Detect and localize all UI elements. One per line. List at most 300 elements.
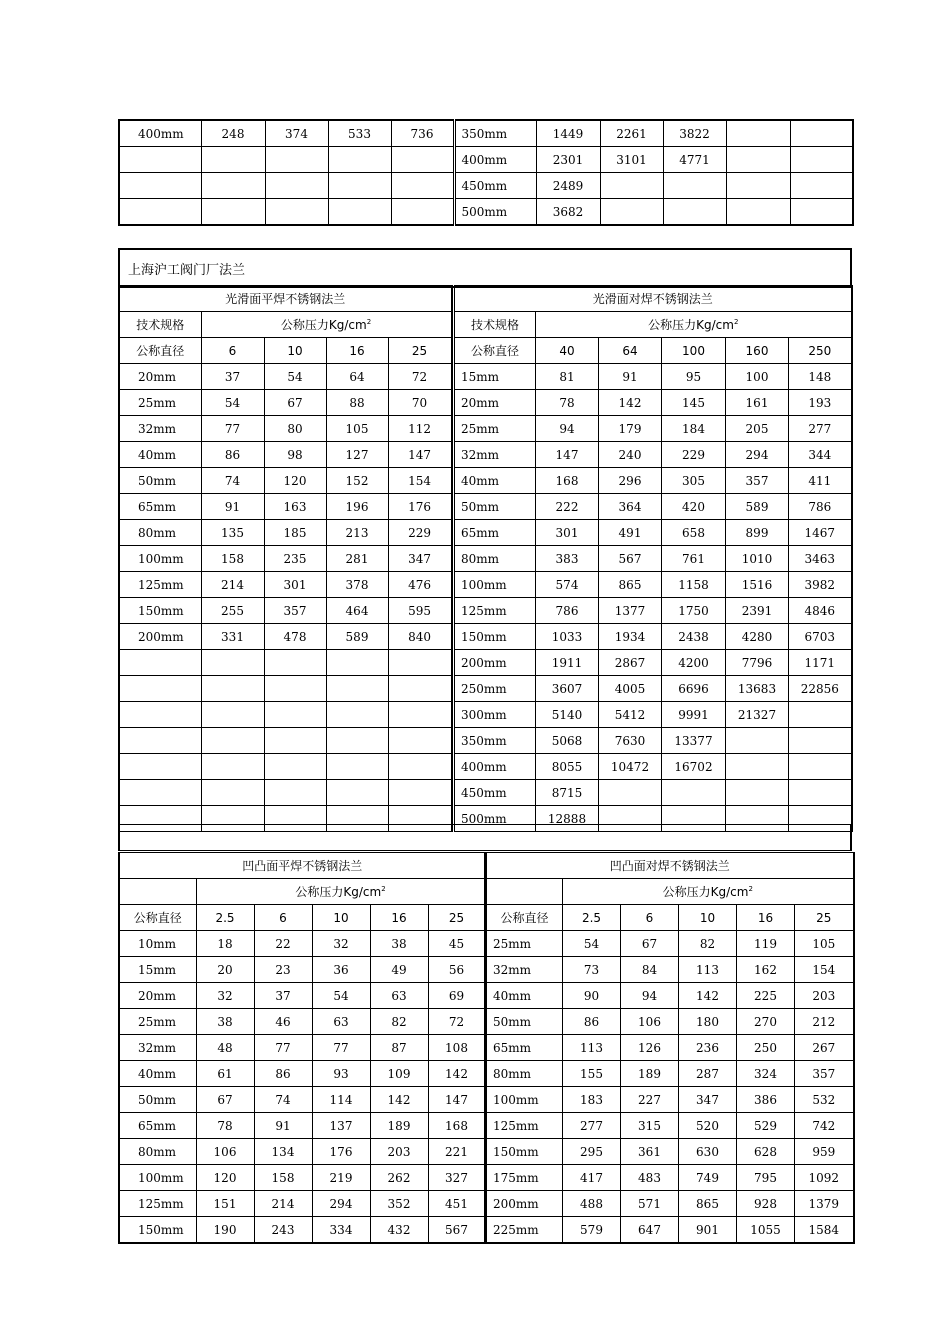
- table-row: [119, 120, 853, 147]
- empty-cell: [328, 147, 391, 173]
- diameter-cell: 125mm: [486, 1113, 563, 1139]
- weight-cell: 1092: [795, 1165, 854, 1191]
- weight-cell: 213: [326, 520, 388, 546]
- weight-cell: 491: [599, 520, 662, 546]
- weight-cell: 158: [254, 1165, 312, 1191]
- empty-cell: [328, 173, 391, 199]
- column-header: 16: [370, 905, 428, 931]
- weight-cell: 476: [388, 572, 451, 598]
- weight-cell: [790, 147, 853, 173]
- weight-cell: [789, 702, 852, 728]
- weight-cell: 899: [726, 520, 789, 546]
- weight-cell: 865: [599, 572, 662, 598]
- weight-cell: 432: [370, 1217, 428, 1244]
- table-row: [454, 728, 852, 754]
- weight-cell: 84: [621, 957, 679, 983]
- weight-cell: 5140: [536, 702, 599, 728]
- weight-cell: 112: [388, 416, 451, 442]
- empty-cell: [264, 728, 326, 754]
- weight-cell: 142: [370, 1087, 428, 1113]
- weight-cell: 347: [679, 1087, 737, 1113]
- weight-cell: 168: [536, 468, 599, 494]
- weight-cell: 77: [201, 416, 264, 442]
- diameter-cell: 100mm: [486, 1087, 563, 1113]
- diameter-cell: 300mm: [454, 702, 536, 728]
- empty-cell: [391, 147, 454, 173]
- table-row: [454, 494, 852, 520]
- weight-cell: [599, 780, 662, 806]
- column-header: 6: [201, 338, 264, 364]
- table-row: [454, 520, 852, 546]
- weight-cell: 148: [789, 364, 852, 390]
- table-row: [486, 983, 854, 1009]
- table-row: [119, 1009, 485, 1035]
- column-header: 25: [388, 338, 451, 364]
- table-row: [119, 931, 485, 957]
- smooth-slip-on-table: [118, 285, 452, 832]
- table-row: [119, 173, 853, 199]
- weight-cell: 72: [428, 1009, 485, 1035]
- weight-cell: 4005: [599, 676, 662, 702]
- diameter-cell: 20mm: [119, 983, 196, 1009]
- weight-cell: 579: [563, 1217, 621, 1244]
- weight-cell: [663, 173, 726, 199]
- empty-cell: [326, 780, 388, 806]
- table-row: [119, 390, 451, 416]
- empty-cell: [264, 650, 326, 676]
- table-row: [454, 754, 852, 780]
- weight-cell: 4280: [726, 624, 789, 650]
- diameter-cell: 150mm: [119, 1217, 196, 1244]
- weight-cell: [726, 120, 790, 147]
- weight-cell: 176: [388, 494, 451, 520]
- diameter-cell: 200mm: [119, 624, 201, 650]
- table-row: [486, 931, 854, 957]
- weight-cell: 22856: [789, 676, 852, 702]
- weight-cell: 91: [201, 494, 264, 520]
- weight-cell: 38: [196, 1009, 254, 1035]
- diameter-cell: 400mm: [454, 147, 536, 173]
- diameter-cell: 80mm: [119, 1139, 196, 1165]
- weight-cell: 6696: [662, 676, 726, 702]
- table-row: [486, 1035, 854, 1061]
- weight-cell: 20: [196, 957, 254, 983]
- weight-cell: 571: [621, 1191, 679, 1217]
- pressure-label: 公称压力$Kg/cm^2$: [536, 312, 852, 338]
- table-row: [454, 390, 852, 416]
- weight-cell: 114: [312, 1087, 370, 1113]
- diameter-cell: 32mm: [119, 1035, 196, 1061]
- weight-cell: 243: [254, 1217, 312, 1244]
- weight-cell: 281: [326, 546, 388, 572]
- diameter-cell: 65mm: [486, 1035, 563, 1061]
- table-row: [119, 147, 853, 173]
- table-row: [119, 468, 451, 494]
- weight-cell: 250: [737, 1035, 795, 1061]
- weight-cell: 357: [795, 1061, 854, 1087]
- weight-cell: 840: [388, 624, 451, 650]
- weight-cell: 108: [428, 1035, 485, 1061]
- weight-cell: 464: [326, 598, 388, 624]
- diameter-cell: 32mm: [486, 957, 563, 983]
- section1-title-table: [118, 248, 852, 288]
- weight-cell: 3463: [789, 546, 852, 572]
- diameter-cell: 20mm: [119, 364, 201, 390]
- empty-cell: [201, 147, 265, 173]
- weight-cell: 1934: [599, 624, 662, 650]
- empty-cell: [391, 199, 454, 226]
- empty-cell: [388, 650, 451, 676]
- weight-cell: 205: [726, 416, 789, 442]
- empty-cell: [201, 199, 265, 226]
- weight-cell: 7796: [726, 650, 789, 676]
- empty-cell: [119, 173, 201, 199]
- diameter-cell: 20mm: [454, 390, 536, 416]
- weight-cell: 761: [662, 546, 726, 572]
- weight-cell: 61: [196, 1061, 254, 1087]
- smooth-slip-on-header: 光滑面平焊不锈钢法兰: [119, 286, 451, 312]
- weight-cell: 120: [196, 1165, 254, 1191]
- empty-cell: [201, 173, 265, 199]
- weight-cell: 658: [662, 520, 726, 546]
- table-row: [119, 650, 451, 676]
- diameter-cell: 32mm: [454, 442, 536, 468]
- table-row: [454, 416, 852, 442]
- empty-cell: [264, 702, 326, 728]
- diameter-cell: 100mm: [454, 572, 536, 598]
- weight-cell: 478: [264, 624, 326, 650]
- weight-cell: 67: [264, 390, 326, 416]
- diameter-cell: 150mm: [454, 624, 536, 650]
- empty-cell: [201, 650, 264, 676]
- empty-cell: [201, 728, 264, 754]
- weight-cell: 168: [428, 1113, 485, 1139]
- weight-cell: 327: [428, 1165, 485, 1191]
- weight-cell: 1516: [726, 572, 789, 598]
- table-row: [119, 754, 451, 780]
- weight-cell: 87: [370, 1035, 428, 1061]
- weight-cell: 23: [254, 957, 312, 983]
- weight-cell: 352: [370, 1191, 428, 1217]
- weight-cell: 520: [679, 1113, 737, 1139]
- diameter-cell: 500mm: [454, 199, 536, 226]
- weight-cell: 595: [388, 598, 451, 624]
- weight-cell: 90: [563, 983, 621, 1009]
- diameter-cell: 125mm: [454, 598, 536, 624]
- weight-cell: 865: [679, 1191, 737, 1217]
- weight-cell: 630: [679, 1139, 737, 1165]
- weight-cell: 2391: [726, 598, 789, 624]
- diameter-cell: 15mm: [119, 957, 196, 983]
- column-header: 160: [726, 338, 789, 364]
- diameter-cell: 400mm: [119, 120, 201, 147]
- table-row: [119, 1061, 485, 1087]
- empty-cell: [326, 754, 388, 780]
- weight-cell: 301: [536, 520, 599, 546]
- diameter-cell: 65mm: [119, 1113, 196, 1139]
- weight-cell: 301: [264, 572, 326, 598]
- empty-cell: [201, 754, 264, 780]
- weight-cell: 221: [428, 1139, 485, 1165]
- weight-cell: [600, 173, 663, 199]
- table-row: [119, 728, 451, 754]
- weight-cell: 86: [254, 1061, 312, 1087]
- table-row: [454, 702, 852, 728]
- weight-cell: 137: [312, 1113, 370, 1139]
- weight-cell: 69: [428, 983, 485, 1009]
- weight-cell: 100: [726, 364, 789, 390]
- weight-cell: 91: [599, 364, 662, 390]
- weight-cell: 12888: [536, 806, 599, 832]
- diameter-cell: 25mm: [454, 416, 536, 442]
- weight-cell: 142: [679, 983, 737, 1009]
- weight-cell: 255: [201, 598, 264, 624]
- empty-cell: [119, 199, 201, 226]
- weight-cell: 374: [265, 120, 328, 147]
- diameter-cell: 40mm: [454, 468, 536, 494]
- diameter-label: 公称直径: [119, 338, 201, 364]
- empty-cell: [326, 702, 388, 728]
- weight-cell: 82: [679, 931, 737, 957]
- weight-cell: 142: [599, 390, 662, 416]
- column-header: 10: [679, 905, 737, 931]
- weight-cell: 294: [726, 442, 789, 468]
- table-row: [486, 1061, 854, 1087]
- table-row: [119, 416, 451, 442]
- diameter-cell: 175mm: [486, 1165, 563, 1191]
- weight-cell: 361: [621, 1139, 679, 1165]
- empty-cell: [119, 780, 201, 806]
- table-row: [119, 520, 451, 546]
- weight-cell: 749: [679, 1165, 737, 1191]
- weight-cell: 67: [621, 931, 679, 957]
- weight-cell: 742: [795, 1113, 854, 1139]
- column-header: 250: [789, 338, 852, 364]
- weight-cell: 267: [795, 1035, 854, 1061]
- weight-cell: 163: [264, 494, 326, 520]
- weight-cell: 54: [563, 931, 621, 957]
- weight-cell: 74: [201, 468, 264, 494]
- diameter-cell: 65mm: [454, 520, 536, 546]
- diameter-cell: 350mm: [454, 120, 536, 147]
- weight-cell: 1055: [737, 1217, 795, 1244]
- diameter-cell: 25mm: [119, 390, 201, 416]
- weight-cell: 2301: [536, 147, 600, 173]
- weight-cell: 4771: [663, 147, 726, 173]
- weight-cell: [726, 780, 789, 806]
- weight-cell: 154: [388, 468, 451, 494]
- weight-cell: 1911: [536, 650, 599, 676]
- table-row: [486, 1139, 854, 1165]
- weight-cell: 78: [196, 1113, 254, 1139]
- weight-cell: 235: [264, 546, 326, 572]
- weight-cell: 347: [388, 546, 451, 572]
- weight-cell: 155: [563, 1061, 621, 1087]
- raised-weld-neck-table: [484, 852, 855, 1244]
- weight-cell: [789, 780, 852, 806]
- weight-cell: 94: [621, 983, 679, 1009]
- table-row: [454, 546, 852, 572]
- weight-cell: 105: [795, 931, 854, 957]
- weight-cell: 1379: [795, 1191, 854, 1217]
- weight-cell: 86: [563, 1009, 621, 1035]
- empty-cell: [265, 173, 328, 199]
- weight-cell: 80: [264, 416, 326, 442]
- weight-cell: 72: [388, 364, 451, 390]
- weight-cell: 54: [312, 983, 370, 1009]
- weight-cell: 305: [662, 468, 726, 494]
- weight-cell: 98: [264, 442, 326, 468]
- weight-cell: 70: [388, 390, 451, 416]
- weight-cell: 589: [326, 624, 388, 650]
- table-row: [486, 1191, 854, 1217]
- weight-cell: 2261: [600, 120, 663, 147]
- weight-cell: 13683: [726, 676, 789, 702]
- weight-cell: 119: [737, 931, 795, 957]
- table-row: [119, 364, 451, 390]
- weight-cell: 567: [428, 1217, 485, 1244]
- empty-cell: [119, 728, 201, 754]
- table-row: [119, 1035, 485, 1061]
- weight-cell: 142: [428, 1061, 485, 1087]
- table-row: [119, 780, 451, 806]
- weight-cell: 203: [795, 983, 854, 1009]
- weight-cell: 151: [196, 1191, 254, 1217]
- weight-cell: 189: [370, 1113, 428, 1139]
- weight-cell: 193: [789, 390, 852, 416]
- weight-cell: 189: [621, 1061, 679, 1087]
- weight-cell: 262: [370, 1165, 428, 1191]
- table-row: [454, 468, 852, 494]
- weight-cell: 1467: [789, 520, 852, 546]
- weight-cell: 176: [312, 1139, 370, 1165]
- weight-cell: 147: [536, 442, 599, 468]
- weight-cell: 214: [201, 572, 264, 598]
- table-row: [454, 442, 852, 468]
- weight-cell: 109: [370, 1061, 428, 1087]
- empty-cell: [264, 754, 326, 780]
- weight-cell: 94: [536, 416, 599, 442]
- weight-cell: 113: [563, 1035, 621, 1061]
- weight-cell: [662, 780, 726, 806]
- table-row: [119, 1087, 485, 1113]
- weight-cell: 179: [599, 416, 662, 442]
- column-header: 6: [254, 905, 312, 931]
- spec-label: 技术规格: [119, 312, 201, 338]
- weight-cell: 126: [621, 1035, 679, 1061]
- diameter-cell: 10mm: [119, 931, 196, 957]
- weight-cell: [790, 120, 853, 147]
- table-row: [119, 494, 451, 520]
- table-row: [119, 624, 451, 650]
- weight-cell: 190: [196, 1217, 254, 1244]
- diameter-cell: 65mm: [119, 494, 201, 520]
- smooth-weld-neck-header: 光滑面对焊不锈钢法兰: [454, 286, 852, 312]
- weight-cell: 225: [737, 983, 795, 1009]
- section-separator: [118, 824, 852, 851]
- weight-cell: 3101: [600, 147, 663, 173]
- weight-cell: 196: [326, 494, 388, 520]
- weight-cell: 113: [679, 957, 737, 983]
- weight-cell: 21327: [726, 702, 789, 728]
- weight-cell: 1010: [726, 546, 789, 572]
- empty-cell: [326, 676, 388, 702]
- table-row: [119, 983, 485, 1009]
- diameter-cell: 250mm: [454, 676, 536, 702]
- weight-cell: 294: [312, 1191, 370, 1217]
- weight-cell: 6703: [789, 624, 852, 650]
- weight-cell: 287: [679, 1061, 737, 1087]
- empty-cell: [265, 147, 328, 173]
- weight-cell: 63: [312, 1009, 370, 1035]
- weight-cell: 154: [795, 957, 854, 983]
- weight-cell: [790, 173, 853, 199]
- empty-cell: [388, 754, 451, 780]
- column-header: 10: [312, 905, 370, 931]
- weight-cell: 574: [536, 572, 599, 598]
- column-header: 2.5: [563, 905, 621, 931]
- pressure-label: 公称压力$Kg/cm^2$: [563, 879, 854, 905]
- table-row: [454, 364, 852, 390]
- weight-cell: 8715: [536, 780, 599, 806]
- table-row: [119, 1139, 485, 1165]
- weight-cell: 532: [795, 1087, 854, 1113]
- weight-cell: 786: [789, 494, 852, 520]
- weight-cell: 106: [621, 1009, 679, 1035]
- weight-cell: 2489: [536, 173, 600, 199]
- weight-cell: 212: [795, 1009, 854, 1035]
- weight-cell: 147: [428, 1087, 485, 1113]
- empty-cell: [264, 780, 326, 806]
- weight-cell: 13377: [662, 728, 726, 754]
- weight-cell: 184: [662, 416, 726, 442]
- weight-cell: 3682: [536, 199, 600, 226]
- empty-cell: [388, 676, 451, 702]
- weight-cell: 420: [662, 494, 726, 520]
- column-header: 40: [536, 338, 599, 364]
- raised-slip-on-header: 凹凸面平焊不锈钢法兰: [119, 853, 485, 879]
- weight-cell: 3982: [789, 572, 852, 598]
- diameter-cell: 80mm: [119, 520, 201, 546]
- weight-cell: 270: [737, 1009, 795, 1035]
- weight-cell: [790, 199, 853, 226]
- empty-cell: [119, 676, 201, 702]
- weight-cell: 647: [621, 1217, 679, 1244]
- table-row: [119, 676, 451, 702]
- weight-cell: 152: [326, 468, 388, 494]
- raised-weld-neck-header: 凹凸面对焊不锈钢法兰: [486, 853, 854, 879]
- empty-cell: [388, 728, 451, 754]
- weight-cell: 95: [662, 364, 726, 390]
- weight-cell: [726, 199, 790, 226]
- weight-cell: 183: [563, 1087, 621, 1113]
- column-header: 10: [264, 338, 326, 364]
- weight-cell: 88: [326, 390, 388, 416]
- weight-cell: 529: [737, 1113, 795, 1139]
- weight-cell: 411: [789, 468, 852, 494]
- weight-cell: 10472: [599, 754, 662, 780]
- weight-cell: 77: [254, 1035, 312, 1061]
- empty-cell: [119, 702, 201, 728]
- weight-cell: 105: [326, 416, 388, 442]
- empty-cell: [326, 728, 388, 754]
- column-header: 2.5: [196, 905, 254, 931]
- smooth-weld-neck-table: [452, 285, 853, 832]
- table-row: [454, 780, 852, 806]
- weight-cell: 331: [201, 624, 264, 650]
- table-row: [119, 546, 451, 572]
- diameter-cell: 450mm: [454, 780, 536, 806]
